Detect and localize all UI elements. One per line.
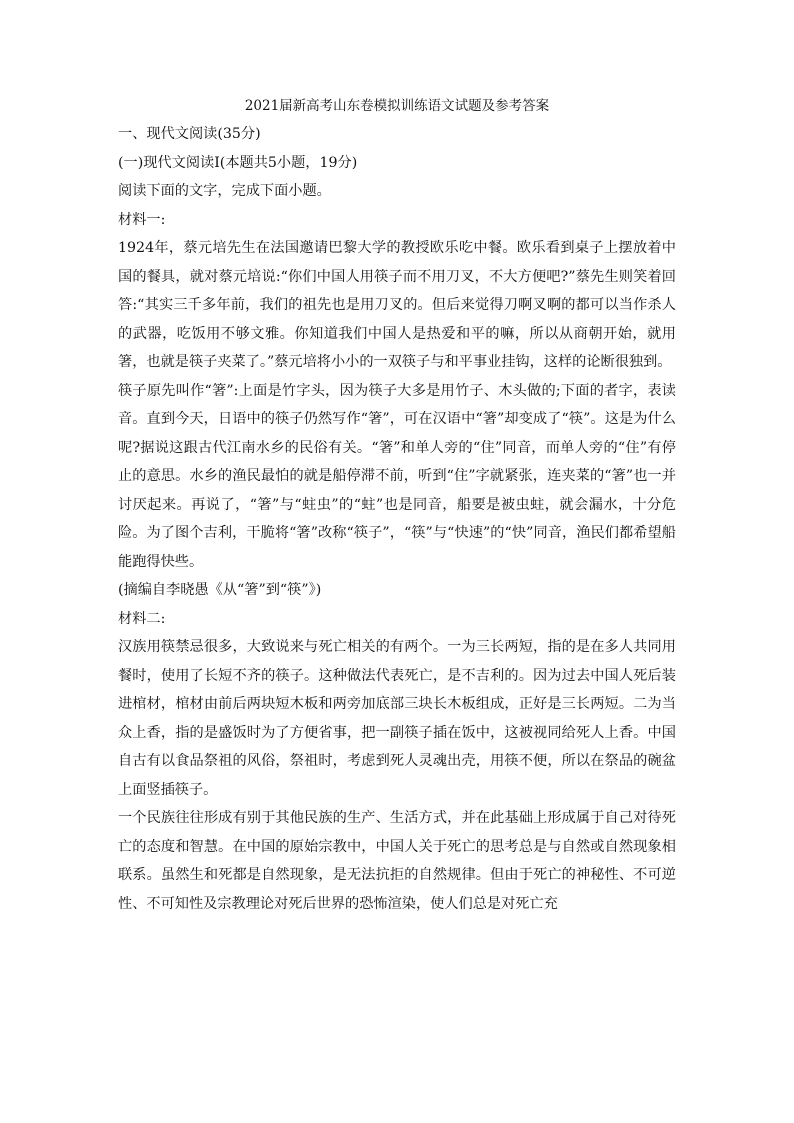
material-one-paragraph-1: 1924年，蔡元培先生在法国邀请巴黎大学的教授欧乐吃中餐。欧乐看到桌子上摆放着中国的餐具，就对蔡元培说:“你们中国人用筷子而不用刀叉，不大方便吧?”蔡先生则笑着回答:“其实三千多年前，我们的祖先也是用刀叉的。但后来觉得刀啊叉啊的都可以当作杀人的武器，吃饭用不够文雅。你知道我们中国人是热爱和平的嘛，所以从商朝开始，就用箸，也就是筷子夹菜了。”蔡元培将小小的一双筷子与和平事业挂钩，这样的论断很独到。 [118, 240, 676, 370]
section-heading: 一、现代文阅读(35分) [118, 126, 261, 142]
subsection-heading: (一)现代文阅读Ⅰ(本题共5小题，19分) [118, 154, 358, 171]
material-two-paragraph-2: 一个民族往往形成有别于其他民族的生产、生活方式，并在此基础上形成属于自己对待死亡的态度和智慧。在中国的原始宗教中，中国人关于死亡的思考总是与自然或自然现象相联系。虽然生和死都是自然现象，是无法抗拒的自然规律。但由于死亡的神秘性、不可逆性、不可知性及宗教理论对死后世界的恐怖渲染，使人们总是对死亡充 [118, 810, 676, 912]
material-one-source: (摘编自李晓愚《从“箸”到“筷”》) [118, 582, 322, 598]
material-one-paragraph-2: 筷子原先叫作“箸”:上面是竹字头，因为筷子大多是用竹子、木头做的;下面的者字，表读音。直到今天，日语中的筷子仍然写作“箸”，可在汉语中“箸”却变成了“筷”。这是为什么呢?据说这跟古代江南水乡的民俗有关。“箸”和单人旁的“住”同音，而单人旁的“住”有停止的意思。水乡的渔民最怕的就是船停滞不前，听到“住”字就紧张，连夹菜的“箸”也一并讨厌起来。再说了，“箸”与“蛀虫”的“蛀”也是同音，船要是被虫蛀，就会漏水，十分危险。为了图个吉利，干脆将“箸”改称“筷子”，“筷”与“快速”的“快”同音，渔民们都希望船能跑得快些。 [118, 382, 676, 570]
material-one-label: 材料一: [118, 211, 166, 228]
document-page [118, 96, 676, 918]
material-two-paragraph-1: 汉族用筷禁忌很多，大致说来与死亡相关的有两个。一为三长两短，指的是在多人共同用餐时，使用了长短不齐的筷子。这种做法代表死亡，是不吉利的。因为过去中国人死后装进棺材，棺材由前后两块短木板和两旁加底部三块长木板组成，正好是三长两短。二为当众上香，指的是盛饭时为了方便省事，把一副筷子插在饭中，这被视同给死人上香。中国自古有以食品祭祖的风俗，祭祖时，考虑到死人灵魂出壳，用筷不便，所以在祭品的碗盆上面竖插筷子。 [118, 639, 676, 798]
doc-title: 2021届新高考山东卷模拟训练语文试题及参考答案 [244, 98, 550, 114]
instruction-text: 阅读下面的文字，完成下面小题。 [118, 183, 331, 199]
material-two-label: 材料二: [118, 610, 166, 627]
